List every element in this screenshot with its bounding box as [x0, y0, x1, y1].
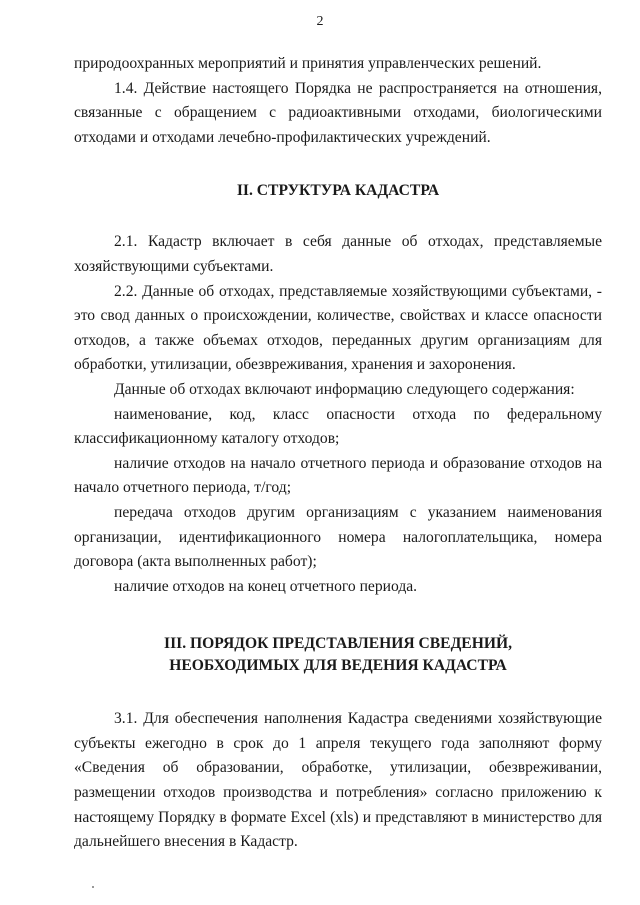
section-3-title-line-2: НЕОБХОДИМЫХ ДЛЯ ВЕДЕНИЯ КАДАСТРА	[169, 657, 507, 675]
list-item-end-period: наличие отходов на конец отчетного периода.	[114, 577, 418, 595]
paragraph-1-4: 1.4. Действие настоящего Порядка не распространяется на отношения, связанные с обращением с радиоактивными отходами, биологическими отходами и отходами лечебно-профилактических учреждений.	[74, 79, 602, 146]
paragraph-2-1: 2.1. Кадастр включает в себя данные об отходах, представляемые хозяйствующими субъектами.	[74, 233, 602, 275]
paragraph-3-1: 3.1. Для обеспечения наполнения Кадастра сведениями хозяйствующие субъекты ежегодно в срок до 1 апреля текущего года заполняют форму «Сведения об образовании, обработке, утилизации, обезвреживании, размещении отходов производства и потребления» согласно приложению к настоящему Порядку в формате Excel (xls) и представляют в министерство для дальнейшего внесения в Кадастр.	[74, 710, 602, 851]
section-3-title	[74, 633, 602, 677]
scan-speck	[92, 886, 94, 888]
paragraph-data-intro: Данные об отходах включают информацию следующего содержания:	[114, 380, 575, 398]
list-item-start-period: наличие отходов на начало отчетного периода и образование отходов на начало отчетного периода, т/год;	[74, 454, 602, 497]
page-number: 2	[316, 14, 324, 29]
paragraph-continuation: природоохранных мероприятий и принятия управленческих решений.	[74, 55, 542, 72]
list-item-transfer: передача отходов другим организациям с указанием наименования организации, идентификационного номера налогоплательщика, номера договора (акта выполненных работ);	[74, 503, 602, 571]
section-2-title: II. СТРУКТУРА КАДАСТРА	[236, 182, 440, 200]
list-item-name-code: наименование, код, класс опасности отхода по федеральному классификационному каталогу отходов;	[74, 405, 602, 448]
section-3-title-line-1: III. ПОРЯДОК ПРЕДСТАВЛЕНИЯ СВЕДЕНИЙ,	[164, 635, 512, 653]
document-body	[74, 52, 602, 855]
paragraph-2-2: 2.2. Данные об отходах, представляемые хозяйствующими субъектами, - это свод данных о происхождении, количестве, свойствах и классе опасности отходов, а также объемах отходов, переданных другим организациям для обработки, утилизации, обезвреживания, хранения и захоронения.	[74, 282, 602, 374]
